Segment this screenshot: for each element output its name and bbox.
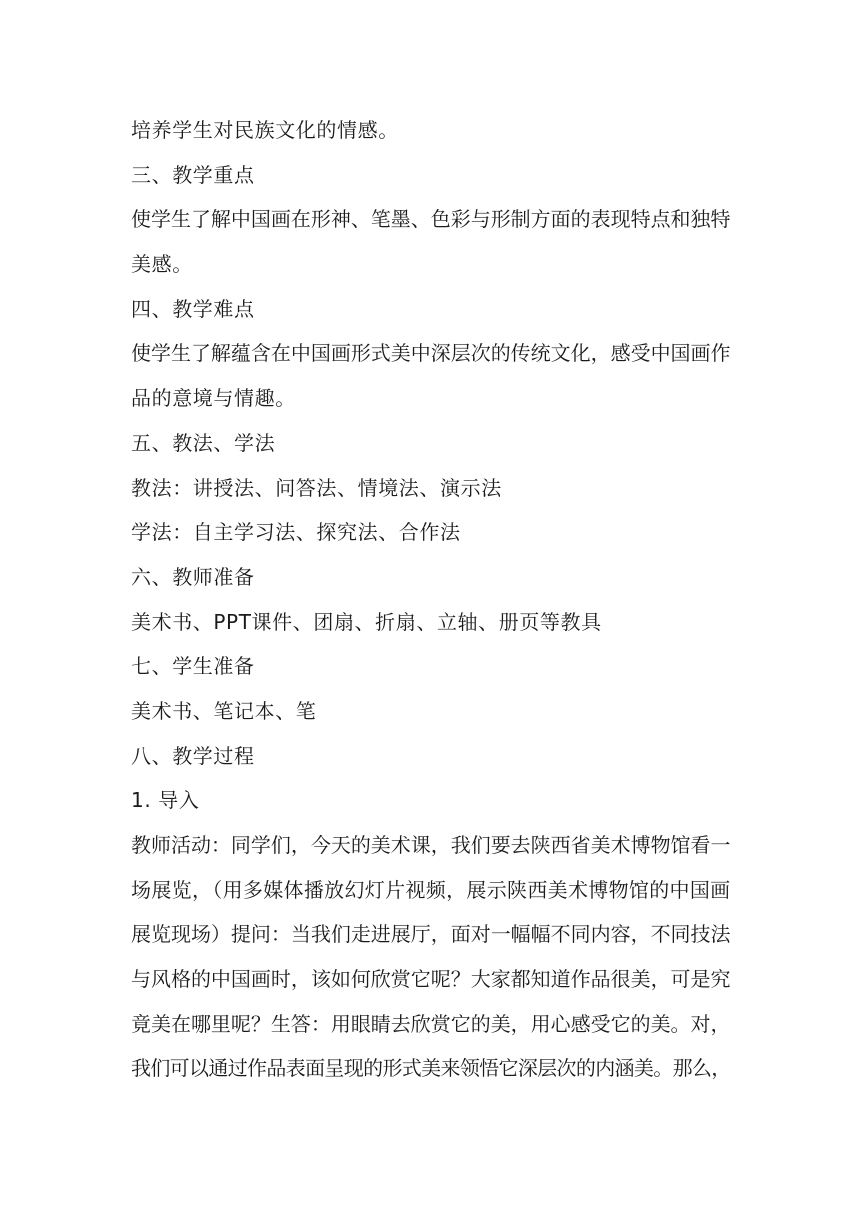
section-heading: 三、教学重点	[131, 162, 255, 187]
text-line: 与风格的中国画时，该如何欣赏它呢？大家都知道作品很美，可是究	[131, 967, 731, 992]
section-heading: 八、教学过程	[131, 743, 255, 768]
text-line: 教师活动：同学们，今天的美术课，我们要去陕西省美术博物馆看一	[131, 833, 731, 857]
text-line: 使学生了解中国画在形神、笔墨、色彩与形制方面的表现特点和独特	[131, 207, 731, 232]
text-line: 美术书、笔记本、笔	[131, 698, 317, 723]
text-line: 使学生了解蕴含在中国画形式美中深层次的传统文化，感受中国画作	[131, 341, 731, 366]
section-heading: 四、教学难点	[131, 296, 255, 321]
text-line: 竟美在哪里呢？生答：用眼睛去欣赏它的美，用心感受它的美。对，	[131, 1011, 731, 1036]
text-line: 培养学生对民族文化的情感。	[131, 118, 399, 142]
text-line: 美术书、PPT课件、团扇、折扇、立轴、册页等教具	[131, 609, 602, 634]
section-heading: 六、教师准备	[131, 564, 255, 589]
section-heading: 七、学生准备	[131, 654, 255, 679]
text-line: 学法：自主学习法、探究法、合作法	[131, 520, 461, 545]
text-line: 教法：讲授法、问答法、情境法、演示法	[131, 475, 502, 500]
text-line: 场展览，（用多媒体播放幻灯片视频，展示陕西美术博物馆的中国画	[131, 877, 731, 902]
document-body	[131, 108, 731, 1091]
text-line: 展览现场）提问：当我们走进展厅，面对一幅幅不同内容，不同技法	[131, 922, 731, 947]
section-heading: 五、教法、学法	[131, 430, 276, 455]
subsection-heading: 1. 导入	[131, 788, 200, 813]
text-line: 我们可以通过作品表面呈现的形式美来领悟它深层次的内涵美。那么，	[131, 1056, 731, 1081]
text-line: 品的意境与情趣。	[131, 386, 296, 411]
text-line: 美感。	[131, 252, 193, 277]
